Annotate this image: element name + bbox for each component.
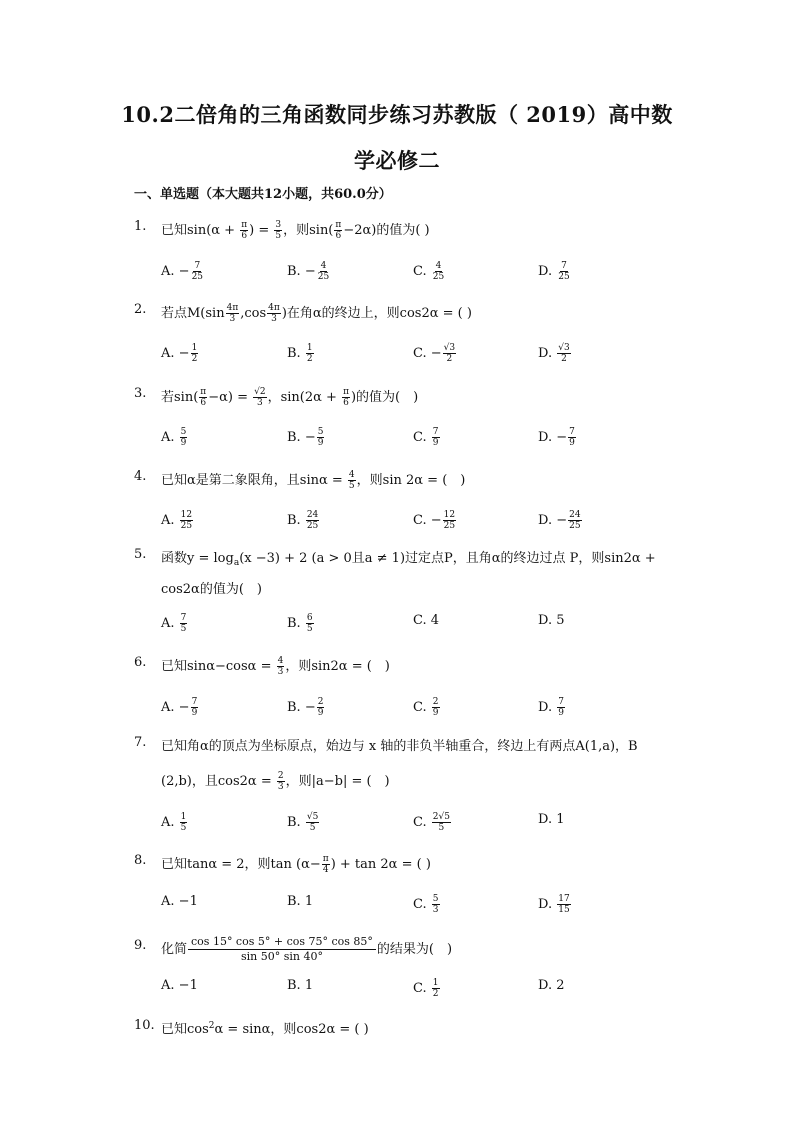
option-b[interactable]: B. $\frac{24}{25}$ [287,510,319,531]
question-stem: 已知sinα−cosα = $\frac{4}{3}$ ，则sin2α = ( ) [161,656,390,677]
question-stem: 化简 $\frac{\cos 15^\circ \cos 5^\circ + \cos 75^\circ \cos 85^\circ}{\sin 50^\circ \sin 40^\circ}$ 的结果为( ) [161,935,453,963]
option-c[interactable]: C. $\frac{4}{25}$ [413,261,445,282]
question-stem-line1: 已知角α的顶点为坐标原点，始边与 x 轴的非负半轴重合，终边上有两点A(1,a)，B [161,739,638,754]
option-c[interactable]: C. $\frac{5}{3}$ [413,894,439,915]
question-number: 7. [134,735,147,750]
option-a[interactable]: A. − $\frac{7}{9}$ [161,697,198,718]
option-d[interactable]: D. $\frac{7}{9}$ [538,697,564,718]
section-heading: 一、单选题（本大题共12小题，共60.0分） [134,187,392,202]
question-number: 1. [134,219,147,234]
option-c[interactable]: C. $\frac{1}{2}$ [413,978,439,999]
option-b[interactable]: B. − $\frac{2}{9}$ [287,697,324,718]
question-number: 9. [134,938,147,953]
option-b[interactable]: B. $\frac{√5}{5}$ [287,812,319,833]
option-d[interactable]: D. $\frac{7}{25}$ [538,261,570,282]
option-c[interactable]: C. − $\frac{12}{25}$ [413,510,456,531]
option-d[interactable]: D. 5 [538,613,565,628]
option-b[interactable]: B. − $\frac{5}{9}$ [287,427,324,448]
option-d[interactable]: D. $\frac{√3}{2}$ [538,343,570,364]
question-number: 10. [134,1018,155,1033]
question-stem-line1: 函数$y = \log_a(x -3) + 2$ (a > 0且a ≠ 1)过定点P，且角α的终边过点 P，则sin2α + [161,551,656,568]
question-stem: 若sin( $\frac{\pi}{6}$ −α) = $\frac{√2}{3}$ ，sin(2α + $\frac{\pi}{6}$ )的值为( ) [161,387,419,408]
option-a[interactable]: A. − $\frac{7}{25}$ [161,261,204,282]
option-d[interactable]: D. − $\frac{24}{25}$ [538,510,581,531]
option-c[interactable]: C. $\frac{7}{9}$ [413,427,439,448]
option-b[interactable]: B. 1 [287,894,314,909]
question-number: 2. [134,302,147,317]
option-d[interactable]: D. 2 [538,978,565,993]
option-a[interactable]: A. $\frac{1}{5}$ [161,812,187,833]
option-b[interactable]: B. $\frac{1}{2}$ [287,343,313,364]
question-stem: 已知$\cos^2\alpha = \sin\alpha$，则cos2α = ( ) [161,1021,369,1037]
option-b[interactable]: B. − $\frac{4}{25}$ [287,261,330,282]
option-d[interactable]: D. $\frac{17}{15}$ [538,894,570,915]
question-stem: 若点M(sin $\frac{4\pi}{3}$ ,cos $\frac{4\pi}{3}$ )在角α的终边上，则cos2α = ( ) [161,303,472,324]
option-a[interactable]: A. −1 [161,894,198,909]
option-c[interactable]: C. 4 [413,613,440,628]
option-d[interactable]: D. − $\frac{7}{9}$ [538,427,575,448]
question-stem: 已知sin(α + $\frac{\pi}{6}$ ) = $\frac{3}{5}$ ，则sin( $\frac{\pi}{6}$ −2α)的值为( ) [161,220,430,241]
option-a[interactable]: A. − $\frac{1}{2}$ [161,343,198,364]
question-number: 4. [134,469,147,484]
option-d[interactable]: D. 1 [538,812,565,827]
option-b[interactable]: B. 1 [287,978,314,993]
option-a[interactable]: A. $\frac{12}{25}$ [161,510,193,531]
option-c[interactable]: C. $\frac{2√5}{5}$ [413,812,450,833]
question-number: 3. [134,386,147,401]
option-a[interactable]: A. $\frac{5}{9}$ [161,427,187,448]
option-c[interactable]: C. − $\frac{√3}{2}$ [413,343,456,364]
option-c[interactable]: C. $\frac{2}{9}$ [413,697,439,718]
document-title-line1: 10.2二倍角的三角函数同步练习苏教版（ 2019）高中数 [121,102,673,127]
question-stem: 已知tanα = 2，则tan (α− $\frac{\pi}{4}$ ) + tan 2α = ( ) [161,854,431,875]
question-stem-line2: (2,b)，且cos2α = $\frac{2}{3}$ ，则|a−b| = ( ) [161,771,390,792]
question-stem-line2: cos2α的值为( ) [161,582,262,597]
option-a[interactable]: A. $\frac{7}{5}$ [161,613,187,634]
question-number: 5. [134,547,147,562]
question-number: 8. [134,853,147,868]
question-number: 6. [134,655,147,670]
document-title-line2: 学必修二 [354,148,440,173]
option-a[interactable]: A. −1 [161,978,198,993]
question-stem: 已知α是第二象限角，且sinα = $\frac{4}{5}$ ，则sin 2α = ( ) [161,470,466,491]
option-b[interactable]: B. $\frac{6}{5}$ [287,613,313,634]
